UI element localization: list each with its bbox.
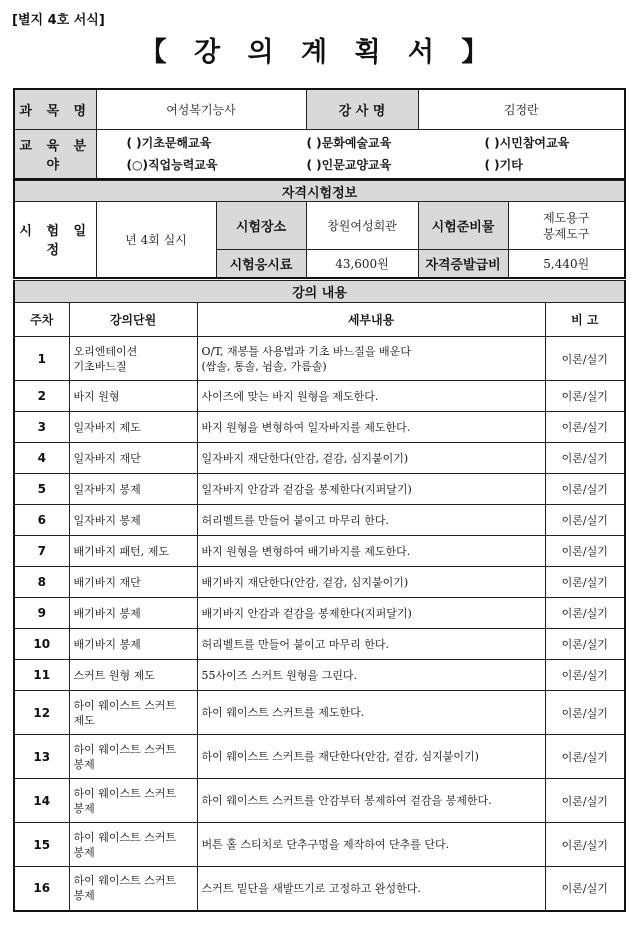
note-cell: 이론/실기 (545, 443, 625, 474)
schedule-value: 년 4회 실시 (96, 202, 216, 278)
lecture-section-title: 강의 내용 (14, 281, 625, 303)
week-cell: 4 (14, 443, 69, 474)
detail-cell: 일자바지 안감과 겉감을 봉제한다(지퍼달기) (197, 474, 545, 505)
week-cell: 13 (14, 735, 69, 779)
week-cell: 10 (14, 629, 69, 660)
note-cell: 이론/실기 (545, 735, 625, 779)
note-cell: 이론/실기 (545, 691, 625, 735)
category-option-civic: ( )시민참여교육 (484, 136, 570, 151)
detail-cell: 하이 웨이스트 스커트를 안감부터 봉제하여 겉감을 봉제한다. (197, 779, 545, 823)
note-cell: 이론/실기 (545, 660, 625, 691)
category-option-other: ( )기타 (484, 158, 523, 173)
detail-cell: 허리벨트를 만들어 붙이고 마무리 한다. (197, 629, 545, 660)
note-cell: 이론/실기 (545, 823, 625, 867)
table-row (14, 629, 625, 660)
week-cell: 15 (14, 823, 69, 867)
week-cell: 14 (14, 779, 69, 823)
unit-cell: 하이 웨이스트 스커트 봉제 (69, 867, 197, 911)
exam-supplies-label: 시험준비물 (418, 202, 508, 250)
week-cell: 12 (14, 691, 69, 735)
cert-issue-fee-label: 자격증발급비 (418, 250, 508, 278)
unit-cell: 오리엔테이션 기초바느질 (69, 337, 197, 381)
note-cell: 이론/실기 (545, 867, 625, 911)
table-row (14, 381, 625, 412)
course-info-table (13, 88, 626, 180)
table-row (14, 598, 625, 629)
exam-place-value: 창원여성회관 (306, 202, 418, 250)
schedule-label: 시 험 일 정 (14, 202, 96, 278)
document-title: 【 강 의 계 획 서 】 (139, 37, 498, 68)
detail-cell: 하이 웨이스트 스커트를 재단한다(안감, 겉감, 심지붙이기) (197, 735, 545, 779)
unit-cell: 일자바지 봉제 (69, 474, 197, 505)
unit-column-header: 강의단원 (69, 303, 197, 337)
week-cell: 11 (14, 660, 69, 691)
week-cell: 9 (14, 598, 69, 629)
exam-fee-label: 시험응시료 (216, 250, 306, 278)
detail-cell: O/T, 재봉틀 사용법과 기초 바느질을 배운다 (쌈솔, 통솔, 뉨솔, 가름솔) (197, 337, 545, 381)
table-row (14, 867, 625, 911)
detail-cell: 허리벨트를 만들어 붙이고 마무리 한다. (197, 505, 545, 536)
detail-cell: 사이즈에 맞는 바지 원형을 제도한다. (197, 381, 545, 412)
unit-cell: 배기바지 재단 (69, 567, 197, 598)
instructor-value: 김정란 (418, 89, 625, 129)
note-cell: 이론/실기 (545, 598, 625, 629)
category-option-basic-literacy: ( )기초문해교육 (126, 136, 212, 151)
exam-supplies-value (508, 202, 625, 250)
note-cell: 이론/실기 (545, 474, 625, 505)
note-cell: 이론/실기 (545, 337, 625, 381)
note-cell: 이론/실기 (545, 779, 625, 823)
subject-label: 과 목 명 (14, 89, 96, 129)
table-row (14, 536, 625, 567)
week-cell: 3 (14, 412, 69, 443)
cert-section-title: 자격시험정보 (14, 181, 625, 202)
table-row (14, 474, 625, 505)
category-option-culture-arts: ( )문화예술교육 (306, 136, 392, 151)
category-label: 교 육 분 야 (14, 129, 96, 179)
table-row (14, 337, 625, 381)
unit-cell: 하이 웨이스트 스커트 봉제 (69, 823, 197, 867)
week-column-header: 주차 (14, 303, 69, 337)
week-cell: 16 (14, 867, 69, 911)
detail-cell: 바지 원형을 변형하여 배기바지를 제도한다. (197, 536, 545, 567)
unit-cell: 일자바지 봉제 (69, 505, 197, 536)
cert-issue-fee-value: 5,440원 (508, 250, 625, 278)
table-row (14, 505, 625, 536)
supply-sewing-tools: 봉제도구 (543, 226, 590, 241)
note-cell: 이론/실기 (545, 629, 625, 660)
note-cell: 이론/실기 (545, 412, 625, 443)
week-cell: 1 (14, 337, 69, 381)
unit-cell: 하이 웨이스트 스커트 봉제 (69, 735, 197, 779)
detail-cell: 일자바지 재단한다(안감, 겉감, 심지붙이기) (197, 443, 545, 474)
unit-cell: 일자바지 재단 (69, 443, 197, 474)
unit-cell: 배기바지 봉제 (69, 629, 197, 660)
detail-cell: 55사이즈 스커트 원형을 그린다. (197, 660, 545, 691)
detail-cell: 배기바지 재단한다(안감, 겉감, 심지붙이기) (197, 567, 545, 598)
certification-info-table (13, 180, 626, 279)
unit-cell: 배기바지 봉제 (69, 598, 197, 629)
exam-fee-value: 43,600원 (306, 250, 418, 278)
note-cell: 이론/실기 (545, 567, 625, 598)
unit-cell: 하이 웨이스트 스커트 봉제 (69, 779, 197, 823)
table-row (14, 443, 625, 474)
supply-drafting-tools: 제도용구 (543, 210, 590, 225)
detail-column-header: 세부내용 (197, 303, 545, 337)
note-cell: 이론/실기 (545, 381, 625, 412)
table-row (14, 735, 625, 779)
table-row (14, 779, 625, 823)
unit-cell: 배기바지 패턴, 제도 (69, 536, 197, 567)
category-option-vocational: (○)직업능력교육 (126, 158, 218, 173)
instructor-label: 강 사 명 (306, 89, 418, 129)
detail-cell: 하이 웨이스트 스커트를 제도한다. (197, 691, 545, 735)
table-row (14, 691, 625, 735)
week-cell: 7 (14, 536, 69, 567)
detail-cell: 스커트 밑단을 새발뜨기로 고정하고 완성한다. (197, 867, 545, 911)
table-row (14, 823, 625, 867)
unit-cell: 일자바지 제도 (69, 412, 197, 443)
detail-cell: 버튼 홀 스티치로 단추구멍을 제작하여 단추를 단다. (197, 823, 545, 867)
category-option-humanities: ( )인문교양교육 (306, 158, 392, 173)
detail-cell: 바지 원형을 변형하여 일자바지를 제도한다. (197, 412, 545, 443)
week-cell: 6 (14, 505, 69, 536)
lecture-content-table (13, 280, 626, 912)
exam-place-label: 시험장소 (216, 202, 306, 250)
lecture-rows (14, 337, 625, 911)
week-cell: 8 (14, 567, 69, 598)
category-options (96, 129, 625, 179)
table-row (14, 660, 625, 691)
week-cell: 5 (14, 474, 69, 505)
unit-cell: 바지 원형 (69, 381, 197, 412)
note-column-header: 비 고 (545, 303, 625, 337)
table-row (14, 412, 625, 443)
unit-cell: 스커트 원형 제도 (69, 660, 197, 691)
detail-cell: 배기바지 안감과 겉감을 봉제한다(지퍼달기) (197, 598, 545, 629)
week-cell: 2 (14, 381, 69, 412)
note-cell: 이론/실기 (545, 536, 625, 567)
unit-cell: 하이 웨이스트 스커트 제도 (69, 691, 197, 735)
subject-value: 여성복기능사 (96, 89, 306, 129)
form-number: [별지 4호 서식] (12, 13, 105, 28)
note-cell: 이론/실기 (545, 505, 625, 536)
table-row (14, 567, 625, 598)
